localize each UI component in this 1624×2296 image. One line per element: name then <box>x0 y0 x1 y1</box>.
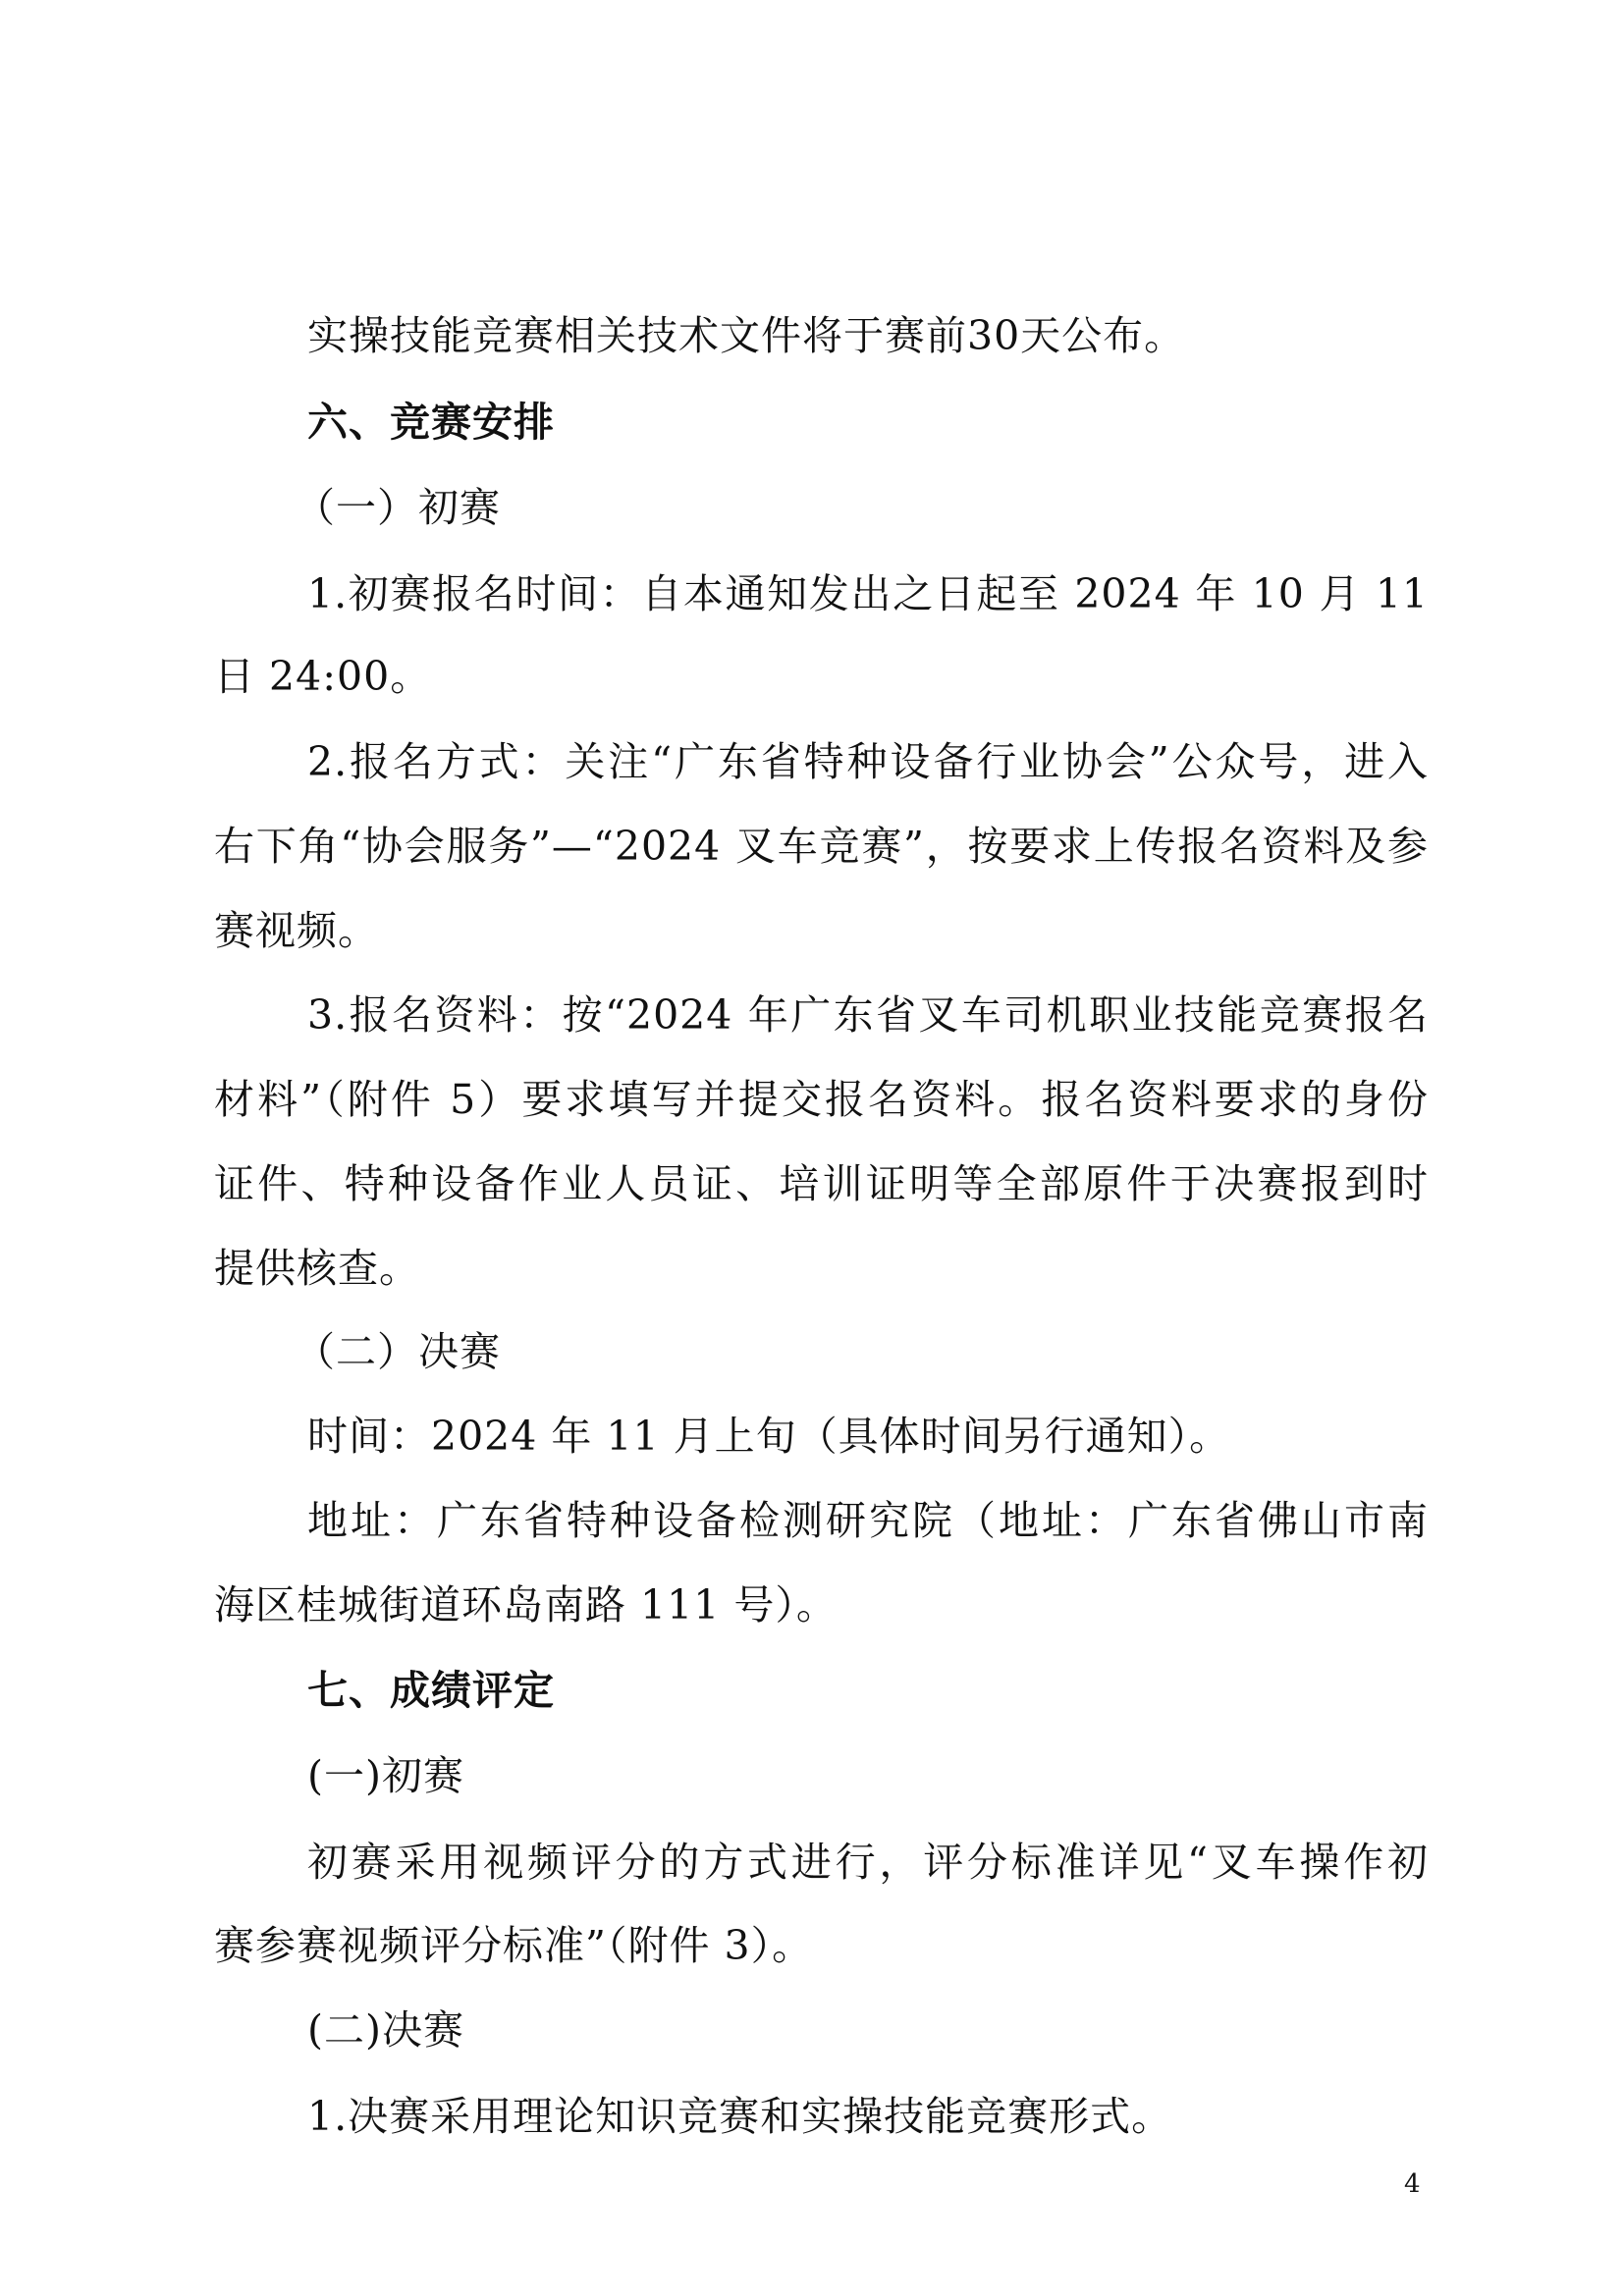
paragraph-line: 时间：2024 年 11 月上旬（具体时间另行通知）。 <box>307 1413 1231 1460</box>
paragraph-line: 日 24:00。 <box>214 653 432 700</box>
section-heading: 七、成绩评定 <box>307 1667 555 1714</box>
subsection-heading: （二）决赛 <box>295 1328 501 1375</box>
paragraph-line: 赛参赛视频评分标准”（附件 3）。 <box>214 1922 814 1969</box>
paragraph-line: 1.决赛采用理论知识竞赛和实操技能竞赛形式。 <box>307 2093 1173 2140</box>
paragraph-line: 3.报名资料：按“2024 年广东省叉车司机职业技能竞赛报名 <box>307 991 1429 1039</box>
subsection-heading: （一）初赛 <box>295 484 501 531</box>
subsection-heading: (二)决赛 <box>307 2006 464 2054</box>
paragraph-line: 地址：广东省特种设备检测研究院（地址：广东省佛山市南 <box>307 1497 1429 1544</box>
subsection-heading: (一)初赛 <box>307 1752 464 1799</box>
paragraph-line: 2.报名方式：关注“广东省特种设备行业协会”公众号，进入 <box>307 738 1429 785</box>
paragraph-line: 海区桂城街道环岛南路 111 号）。 <box>214 1581 838 1629</box>
page-number: 4 <box>1404 2169 1421 2199</box>
paragraph-line: 赛视频。 <box>214 907 379 954</box>
paragraph-line: 材料”（附件 5）要求填写并提交报名资料。报名资料要求的身份 <box>214 1076 1429 1123</box>
paragraph-line: 初赛采用视频评分的方式进行，评分标准详见“叉车操作初 <box>307 1839 1429 1886</box>
paragraph-line: 证件、特种设备作业人员证、培训证明等全部原件于决赛报到时 <box>214 1160 1429 1207</box>
paragraph-line: 右下角“协会服务”—“2024 叉车竞赛”，按要求上传报名资料及参 <box>214 823 1429 870</box>
section-heading: 六、竞赛安排 <box>307 399 555 446</box>
paragraph-line: 提供核查。 <box>214 1245 420 1292</box>
paragraph-line: 实操技能竞赛相关技术文件将于赛前30天公布。 <box>307 312 1186 359</box>
paragraph-line: 1.初赛报名时间：自本通知发出之日起至 2024 年 10 月 11 <box>307 570 1429 617</box>
